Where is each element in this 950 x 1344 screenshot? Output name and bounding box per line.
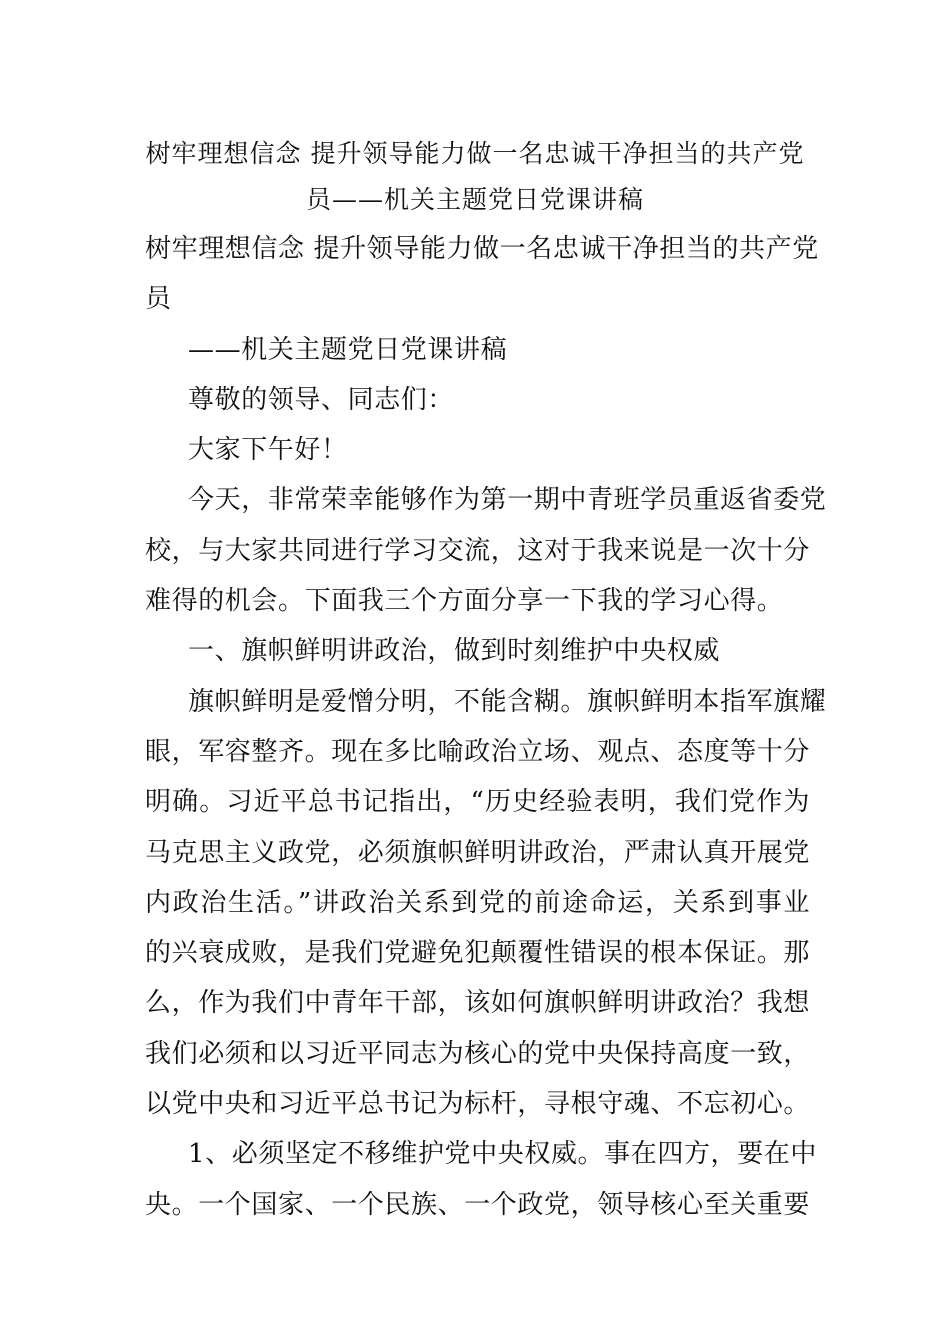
paragraph-line: 1、必须坚定不移维护党中央权威。事在四方，要在中 <box>188 1139 817 1170</box>
paragraph-line: 我们必须和以习近平同志为核心的党中央保持高度一致， <box>145 1038 811 1069</box>
paragraph-line: 以党中央和习近平总书记为标杆，寻根守魂、不忘初心。 <box>145 1089 811 1120</box>
paragraph-line: 么，作为我们中青年干部，该如何旗帜鲜明讲政治？我想 <box>145 988 811 1019</box>
paragraph-line: 眼，军容整齐。现在多比喻政治立场、观点、态度等十分 <box>145 736 811 767</box>
paragraph-line: 难得的机会。下面我三个方面分享一下我的学习心得。 <box>145 586 784 617</box>
document-title-line-2: 员——机关主题党日党课讲稿 <box>305 185 644 214</box>
paragraph-line: 内政治生活。”讲政治关系到党的前途命运，关系到事业 <box>145 887 810 918</box>
paragraph-line: 旗帜鲜明是爱憎分明，不能含糊。旗帜鲜明本指军旗耀 <box>188 686 827 717</box>
body-heading-line: 员 <box>145 284 172 315</box>
paragraph-line: 央。一个国家、一个民族、一个政党，领导核心至关重要 <box>145 1189 811 1220</box>
paragraph-line: 校，与大家共同进行学习交流，这对于我来说是一次十分 <box>145 535 811 566</box>
section-heading-line: 一、旗帜鲜明讲政治，做到时刻维护中央权威 <box>188 636 721 667</box>
paragraph-line: 马克思主义政党，必须旗帜鲜明讲政治，严肃认真开展党 <box>145 837 811 868</box>
salutation-line: 尊敬的领导、同志们： <box>188 384 455 415</box>
paragraph-line: 今天，非常荣幸能够作为第一期中青班学员重返省委党 <box>188 485 827 516</box>
document-title-line-1: 树牢理想信念 提升领导能力做一名忠诚干净担当的共产党 <box>145 139 805 168</box>
paragraph-line: 明确。习近平总书记指出，“历史经验表明，我们党作为 <box>145 787 810 818</box>
body-subtitle-line: ——机关主题党日党课讲稿 <box>188 334 508 365</box>
greeting-line: 大家下午好！ <box>188 435 348 466</box>
document-body <box>145 224 827 1230</box>
body-heading-line: 树牢理想信念 提升领导能力做一名忠诚干净担当的共产党 <box>145 234 819 264</box>
paragraph-line: 的兴衰成败，是我们党避免犯颠覆性错误的根本保证。那 <box>145 938 811 969</box>
